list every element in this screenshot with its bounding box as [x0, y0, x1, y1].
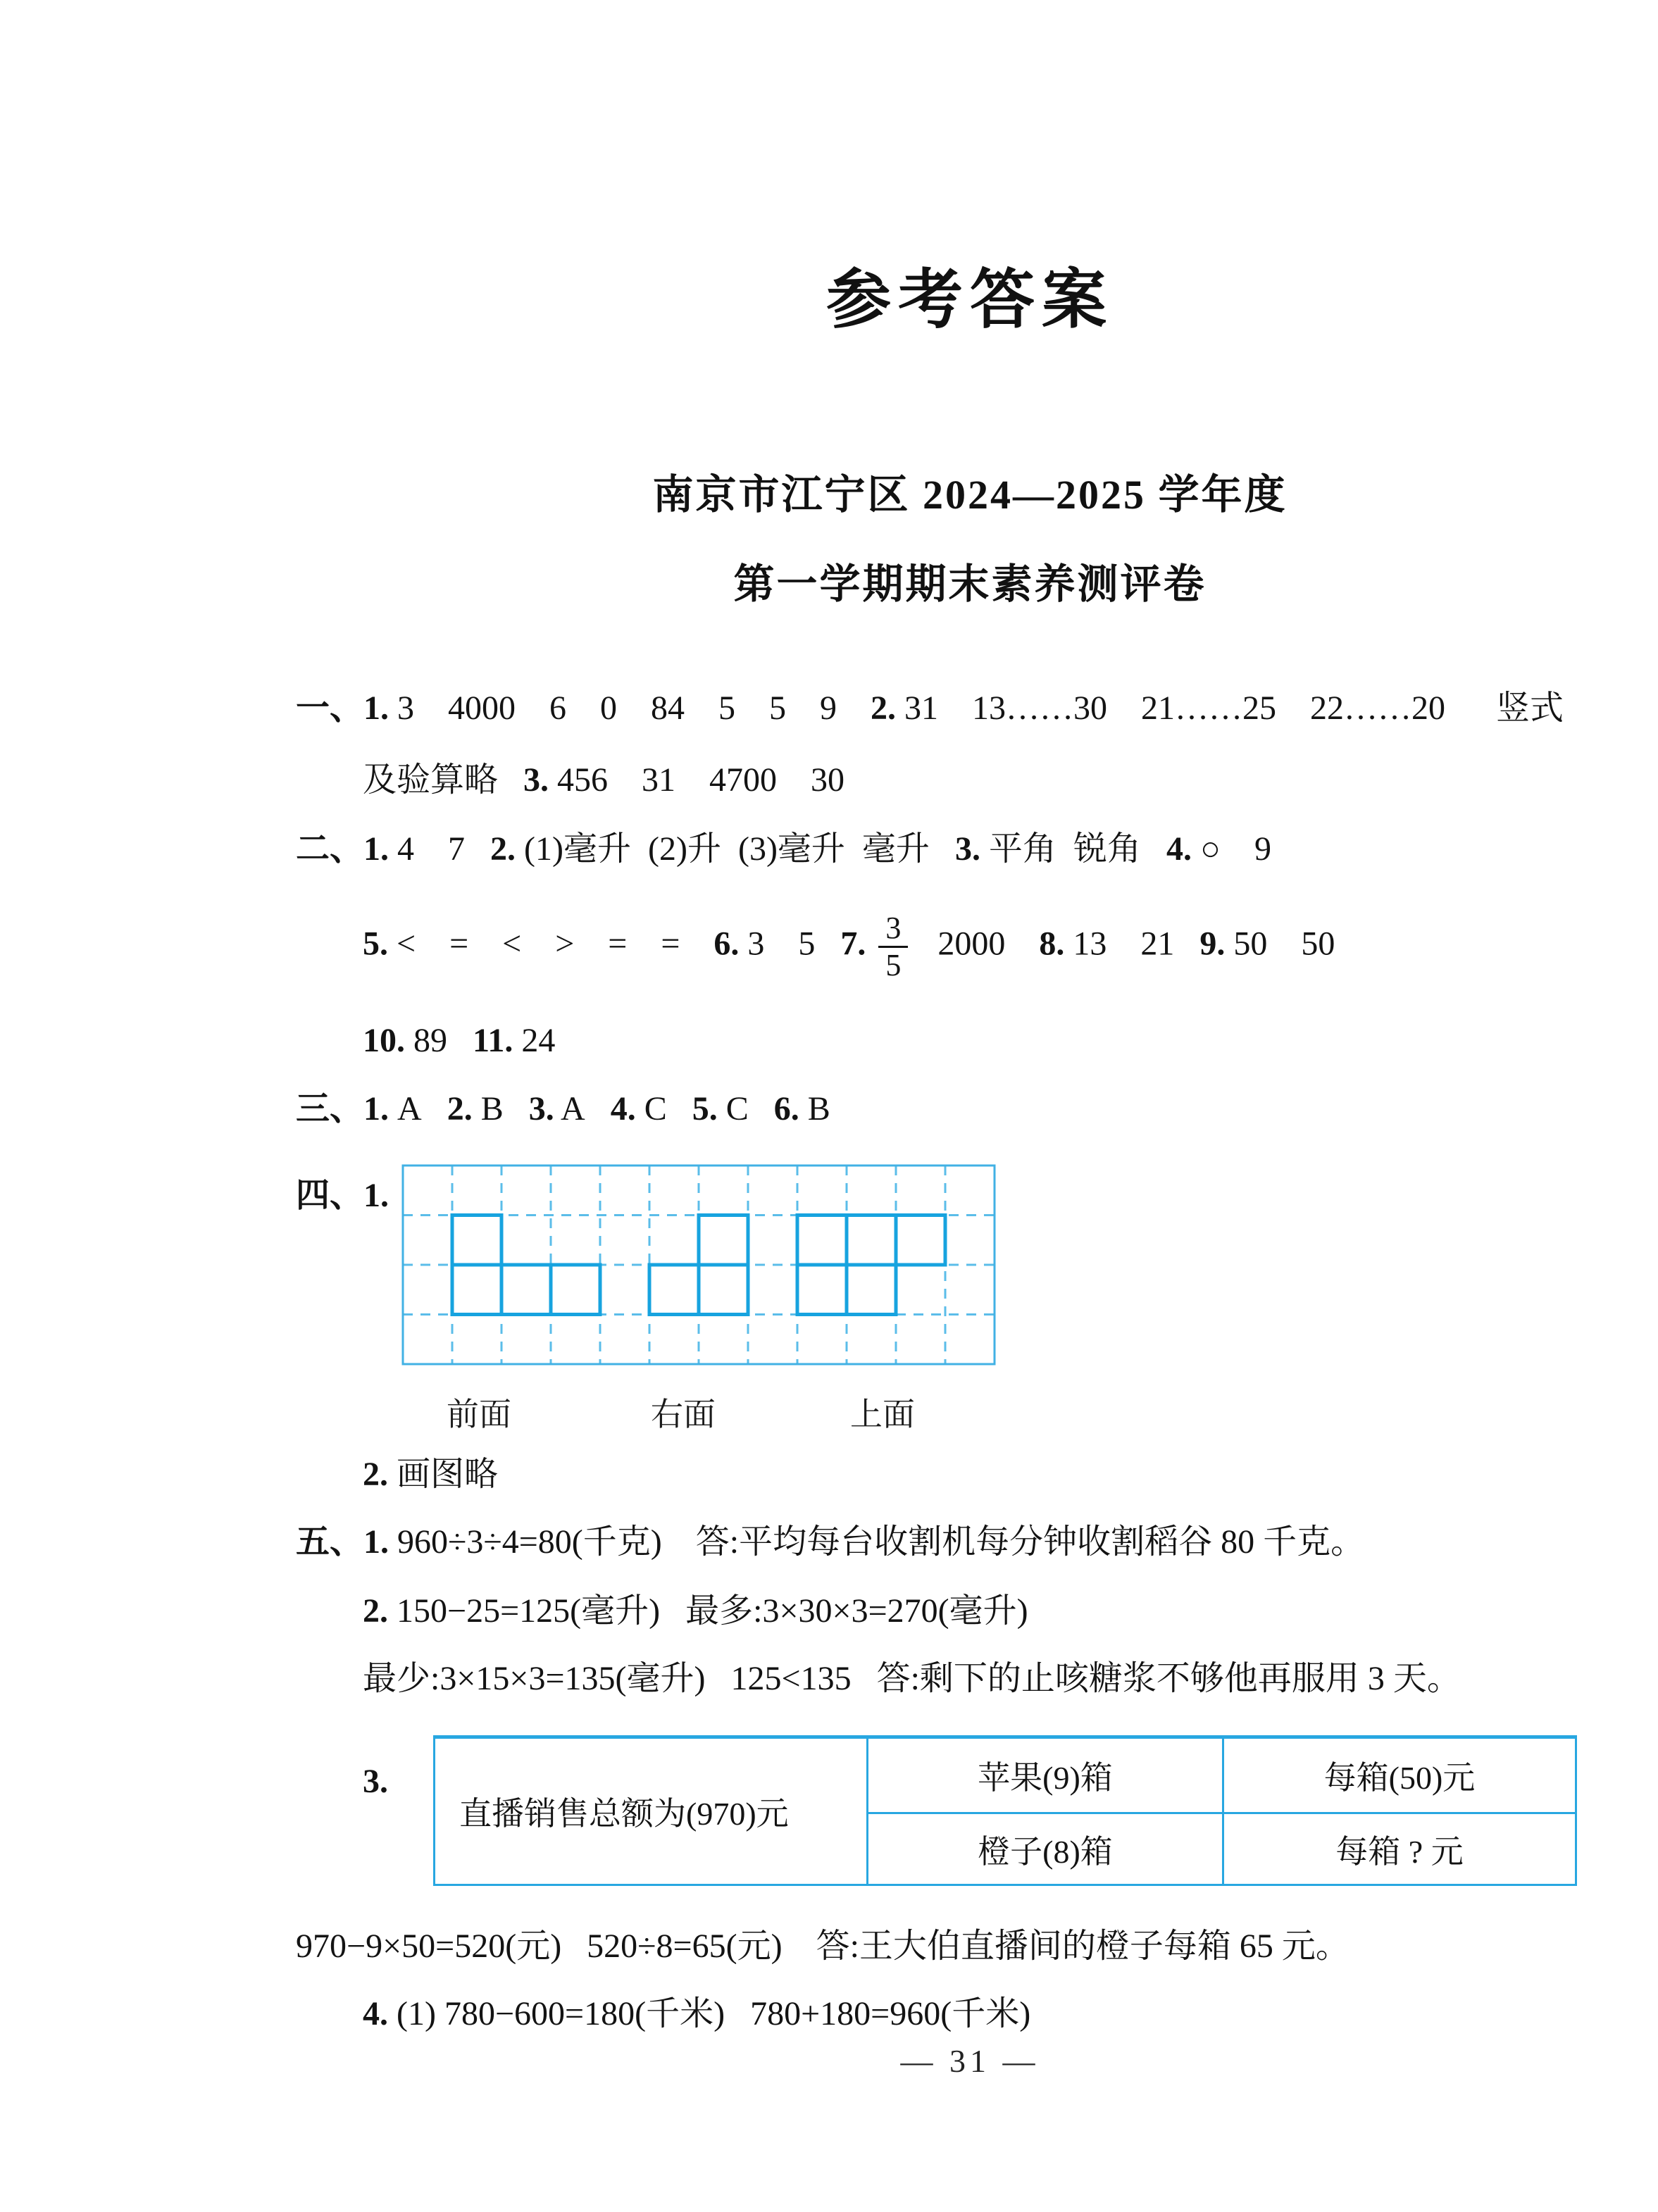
- problem3-sales-table: [433, 1735, 1577, 1886]
- answer-line: [363, 1994, 1030, 2033]
- answer-line: [363, 761, 844, 799]
- item-number: 1.: [363, 1177, 389, 1214]
- answer-text: 24: [513, 1022, 556, 1059]
- answer-text: 及验算略: [363, 761, 524, 799]
- item-number: 1.: [363, 830, 389, 868]
- item-number: 1.: [363, 1090, 389, 1127]
- answer-text: 50 50: [1225, 925, 1335, 963]
- page-title: 参考答案: [825, 264, 1114, 336]
- exam-region-year-title: 南京市江宁区 2024—2025 学年度: [652, 472, 1288, 518]
- answer-text: A: [554, 1090, 611, 1127]
- table-cell-orange-boxes: 橙子(8)箱: [866, 1812, 1222, 1884]
- answer-text: 4 7: [389, 830, 491, 868]
- answer-line: [296, 830, 1271, 868]
- answer-line: [296, 1176, 389, 1215]
- right-view-shape-cell: [649, 1265, 699, 1315]
- fraction: $\frac{3}{5}$: [878, 912, 908, 982]
- right-view-shape-cell: [699, 1216, 748, 1266]
- item-number: 1.: [363, 1523, 389, 1561]
- answer-text: 31 13……30 21……25 22……20 竖式: [896, 689, 1564, 727]
- item-number: 10.: [363, 1022, 405, 1059]
- answer-text: 456 31 4700 30: [549, 761, 845, 799]
- top-view-shape-cell: [896, 1216, 945, 1266]
- front-view-shape-cell: [452, 1265, 501, 1315]
- answer-line: [363, 1762, 388, 1801]
- answer-text: C: [717, 1090, 774, 1127]
- view-label-top: 上面: [850, 1396, 915, 1432]
- item-number: 9.: [1199, 925, 1226, 963]
- exam-paper-title: 第一学期期末素养测评卷: [733, 561, 1207, 607]
- table-cell-orange-price: 每箱 ? 元: [1222, 1812, 1575, 1884]
- answer-text: [866, 925, 874, 963]
- answer-text: 960÷3÷4=80(千克) 答:平均每台收割机每分钟收割稻谷 80 千克。: [389, 1523, 1365, 1561]
- answer-line: [296, 1523, 1364, 1561]
- item-number: 2.: [363, 1592, 388, 1630]
- answer-text: C: [635, 1090, 692, 1127]
- front-view-shape-cell: [452, 1216, 501, 1266]
- answer-text: < = < > = =: [388, 925, 714, 963]
- item-number: 6.: [773, 1090, 799, 1127]
- answer-text: 画图略: [388, 1456, 499, 1493]
- item-number: 三、: [296, 1090, 364, 1127]
- top-view-shape-cell: [797, 1265, 847, 1315]
- item-number: 7.: [840, 925, 866, 963]
- three-views-grid-figure: [400, 1163, 997, 1367]
- item-number: 3.: [528, 1090, 554, 1127]
- answer-text: A: [389, 1090, 447, 1127]
- right-view-shape-cell: [699, 1265, 748, 1315]
- answer-text: 平角 锐角: [980, 830, 1166, 868]
- top-view-shape-cell: [847, 1216, 896, 1266]
- item-number: 8.: [1039, 925, 1065, 963]
- top-view-shape-cell: [797, 1216, 847, 1266]
- front-view-shape-cell: [551, 1265, 600, 1315]
- answer-line: [363, 1021, 555, 1060]
- answer-text: B: [799, 1090, 830, 1127]
- item-number: 4.: [610, 1090, 636, 1127]
- table-cell-apple-price: 每箱(50)元: [1222, 1739, 1575, 1812]
- answer-line: [296, 1089, 830, 1128]
- answer-text: 150−25=125(毫升) 最多:3×30×3=270(毫升): [388, 1592, 1028, 1630]
- item-number: 四、: [296, 1177, 364, 1214]
- table-cell-apple-boxes: 苹果(9)箱: [866, 1739, 1222, 1812]
- answer-text: ○ 9: [1191, 830, 1271, 868]
- item-number: 2.: [447, 1090, 473, 1127]
- answer-line: [296, 1927, 1350, 1966]
- answer-text: 2000: [912, 925, 1040, 963]
- answer-text: 89: [405, 1022, 473, 1059]
- answer-line: [363, 1455, 498, 1494]
- answer-line: [363, 912, 1335, 982]
- item-number: 2.: [363, 1456, 388, 1493]
- answer-text: 3 4000 6 0 84 5 5 9: [389, 689, 871, 727]
- front-view-shape-cell: [501, 1265, 551, 1315]
- top-view-shape-cell: [847, 1265, 896, 1315]
- item-number: 五、: [296, 1523, 364, 1561]
- item-number: 5.: [363, 925, 388, 963]
- answer-line: [296, 689, 1564, 727]
- item-number: 4.: [363, 1995, 388, 2032]
- answer-text: B: [472, 1090, 529, 1127]
- answer-text: 最少:3×15×3=135(毫升) 125<135 答:剩下的止咳糖浆不够他再服用 3 天。: [363, 1660, 1461, 1697]
- item-number: 3.: [523, 761, 549, 799]
- answer-text: 13 21: [1064, 925, 1200, 963]
- item-number: 二、: [296, 830, 364, 868]
- table-cell-total-sales: 直播销售总额为(970)元: [459, 1796, 789, 1832]
- item-number: 一、: [296, 689, 364, 727]
- answer-line: [363, 1659, 1461, 1698]
- item-number: 5.: [692, 1090, 718, 1127]
- item-number: 1.: [363, 689, 389, 727]
- item-number: 4.: [1166, 830, 1192, 868]
- item-number: 6.: [713, 925, 740, 963]
- page-number: — 31 —: [900, 2043, 1040, 2079]
- answer-text: (1)毫升 (2)升 (3)毫升 毫升: [516, 830, 955, 868]
- view-label-front: 前面: [447, 1396, 511, 1432]
- item-number: 2.: [871, 689, 897, 727]
- item-number: 3.: [363, 1763, 388, 1800]
- item-number: 3.: [954, 830, 980, 868]
- item-number: 2.: [490, 830, 516, 868]
- view-label-right: 右面: [651, 1396, 716, 1432]
- answer-text: 970−9×50=520(元) 520÷8=65(元) 答:王大伯直播间的橙子每箱 65 元。: [296, 1927, 1350, 1965]
- answer-text: 3 5: [739, 925, 841, 963]
- answer-text: (1) 780−600=180(千米) 780+180=960(千米): [388, 1995, 1031, 2032]
- item-number: 11.: [473, 1022, 513, 1059]
- answer-line: [363, 1592, 1028, 1630]
